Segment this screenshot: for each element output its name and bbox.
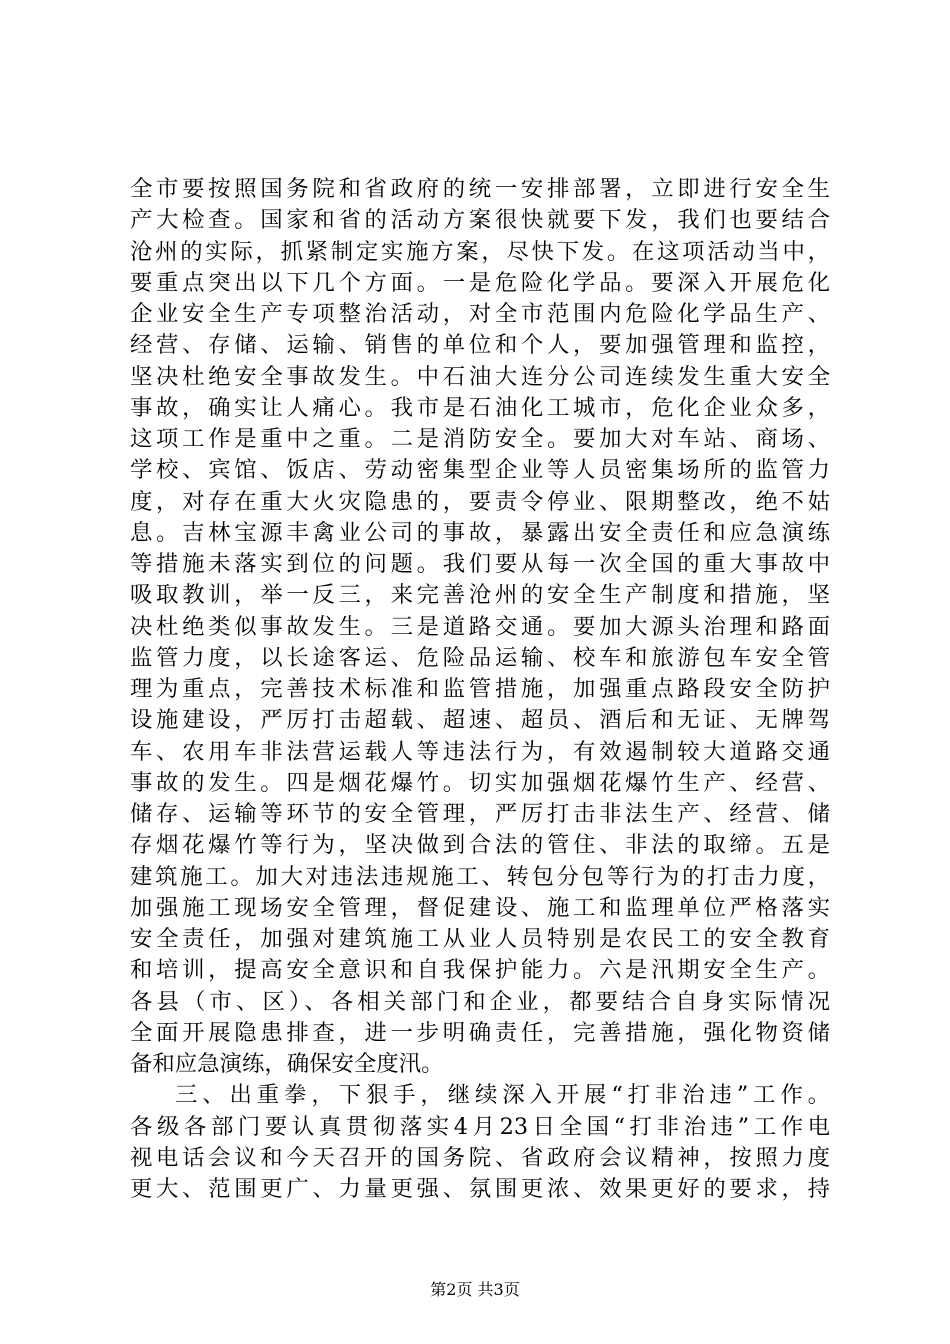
text-line: 坚决杜绝安全事故发生。中石油大连分公司连续发生重大安全 bbox=[130, 363, 830, 390]
text-line: 经营、存储、运输、销售的单位和个人，要加强管理和监控， bbox=[130, 332, 830, 359]
text-line: 沧州的实际，抓紧制定实施方案，尽快下发。在这项活动当中， bbox=[130, 238, 830, 265]
text-line: 度，对存在重大火灾隐患的，要责令停业、限期整改，绝不姑 bbox=[130, 488, 830, 515]
text-line: 和培训，提高安全意识和自我保护能力。六是汛期安全生产。 bbox=[130, 957, 830, 984]
text-line: 备和应急演练，确保安全度汛。 bbox=[130, 1051, 444, 1077]
text-line: 理为重点，完善技术标准和监管措施，加强重点路段安全防护 bbox=[130, 676, 830, 702]
text-line: 车、农用车非法营运载人等违法行为，有效遏制较大道路交通 bbox=[130, 738, 830, 765]
text-line: 要重点突出以下几个方面。一是危险化学品。要深入开展危化 bbox=[130, 269, 830, 296]
text-line: 视电话会议和今天召开的国务院、省政府会议精神，按照力度 bbox=[130, 1144, 830, 1171]
page-footer: 第2页 共3页 bbox=[430, 1280, 520, 1299]
text-line: 产大检查。国家和省的活动方案很快就要下发，我们也要结合 bbox=[130, 207, 830, 234]
text-line: 息。吉林宝源丰禽业公司的事故，暴露出安全责任和应急演练 bbox=[130, 519, 830, 546]
text-line: 安全责任，加强对建筑施工从业人员特别是农民工的安全教育 bbox=[130, 926, 830, 952]
text-line: 各县（市、区）、各相关部门和企业，都要结合自身实际情况 bbox=[130, 988, 830, 1015]
text-line: 储存、运输等环节的安全管理，严厉打击非法生产、经营、储 bbox=[130, 801, 830, 827]
text-line: 全面开展隐患排查，进一步明确责任，完善措施，强化物资储 bbox=[130, 1019, 830, 1046]
text-line: 加强施工现场安全管理，督促建设、施工和监理单位严格落实 bbox=[130, 894, 830, 921]
text-line: 建筑施工。加大对违法违规施工、转包分包等行为的打击力度， bbox=[130, 863, 830, 890]
text-line: 决杜绝类似事故发生。三是道路交通。要加大源头治理和路面 bbox=[130, 613, 830, 640]
text-line: 学校、宾馆、饭店、劳动密集型企业等人员密集场所的监管力 bbox=[130, 457, 830, 484]
text-line: 更大、范围更广、力量更强、氛围更浓、效果更好的要求，持 bbox=[130, 1176, 830, 1202]
body-text bbox=[130, 174, 830, 1205]
section-heading-line: 三、出重拳，下狠手，继续深入开展“打非治违”工作。 bbox=[175, 1082, 830, 1109]
text-line: 事故的发生。四是烟花爆竹。切实加强烟花爆竹生产、经营、 bbox=[130, 769, 830, 796]
text-line: 全市要按照国务院和省政府的统一安排部署，立即进行安全生 bbox=[130, 176, 830, 202]
text-line: 企业安全生产专项整治活动，对全市范围内危险化学品生产、 bbox=[130, 301, 830, 327]
text-line: 设施建设，严厉打击超载、超速、超员、酒后和无证、无牌驾 bbox=[130, 707, 830, 734]
text-line: 事故，确实让人痛心。我市是石油化工城市，危化企业众多， bbox=[130, 394, 830, 421]
text-line: 监管力度，以长途客运、危险品运输、校车和旅游包车安全管 bbox=[130, 644, 830, 671]
text-line: 这项工作是重中之重。二是消防安全。要加大对车站、商场、 bbox=[130, 426, 830, 452]
text-line: 等措施未落实到位的问题。我们要从每一次全国的重大事故中 bbox=[130, 551, 830, 577]
text-line: 吸取教训，举一反三，来完善沧州的安全生产制度和措施，坚 bbox=[130, 582, 830, 609]
text-line: 各级各部门要认真贯彻落实4月23日全国“打非治违”工作电 bbox=[130, 1113, 830, 1140]
text-line: 存烟花爆竹等行为，坚决做到合法的管住、非法的取缔。五是 bbox=[130, 832, 830, 859]
